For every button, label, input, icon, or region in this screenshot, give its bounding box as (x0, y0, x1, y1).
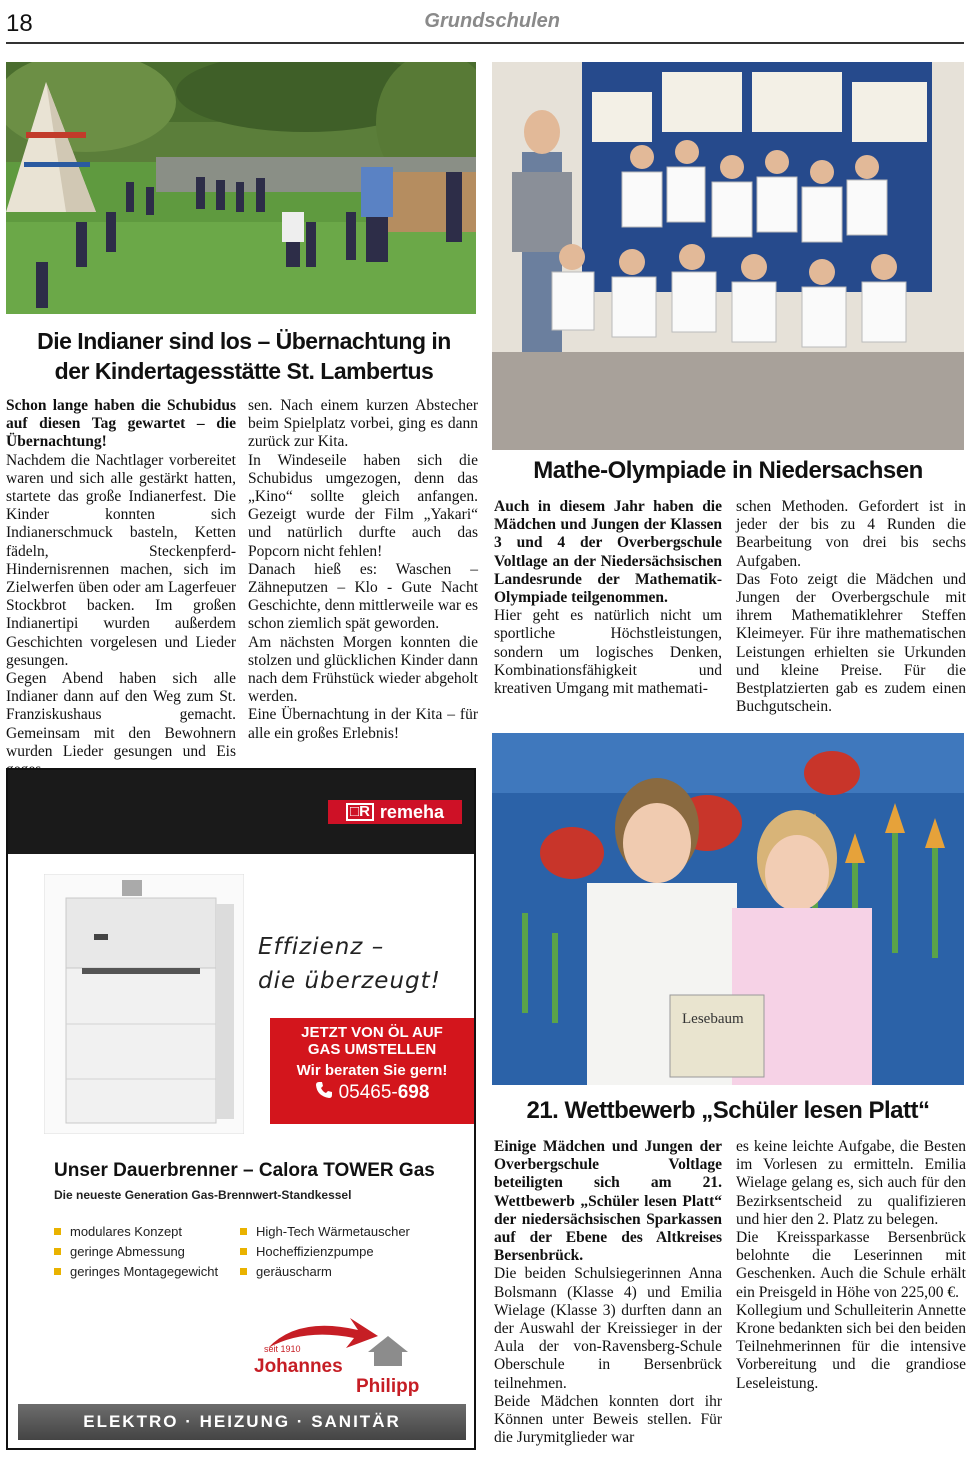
article1-paragraph: Gegen Abend haben sich alle Indianer dann auf den Weg zum St. Franziskushaus gemacht. Gemeinsam mit den Bewohnern wurden Lieder gesungen und Eis (6, 670, 236, 760)
logo-name1: Johannes (254, 1356, 343, 1377)
ad-product-title: Unser Dauerbrenner – Calora TOWER Gas (54, 1160, 435, 1181)
feature-item: Hocheffizienzpumpe (240, 1242, 410, 1262)
ad-features-right (240, 1222, 410, 1282)
feature-item: modulares Konzept (54, 1222, 218, 1242)
ad-product-subtitle: Die neueste Generation Gas-Brennwert-Standkessel (54, 1188, 352, 1202)
article2-lead: Auch in diesem Jahr haben die Mädchen und Jungen der Klassen 3 und 4 der Overbergschule Voltlage an der Niedersächsischen Landesrunde der Mathematik-Olympiade teilgenommen. (494, 498, 722, 607)
feature-item: geringe Abmessung (54, 1242, 218, 1262)
feature-item: geringes Montagegewicht (54, 1262, 218, 1282)
article1-col2 (248, 397, 478, 743)
article1-paragraph: In Windeseile haben sich die Schubidus umgezogen, denn das „Kino“ sollte gleich anfangen. Gezeigt wurde der Film „Yakari“ und natürlich durfte auch das Popcorn nicht fehlen! (248, 451, 478, 560)
page-number: 18 (6, 10, 33, 37)
ad-cta-box (270, 1018, 474, 1124)
article3-paragraph: es keine leichte Aufgabe, die Besten im Vorlesen zu ermitteln. Emilia Wielage gelang es, sich auch für den Bezirksentscheid zu qualifizieren und hier den 2. Platz zu belegen. (736, 1138, 966, 1228)
photo-lesen-platt (492, 733, 964, 1085)
article3-col2 (736, 1138, 966, 1393)
article3-paragraph: Die Kreissparkasse Bersenbrück belohnte die Leserinnen mit Geschenken. Auch die Schule erhält ein Preisgeld in Höhe von 225,00 €. (736, 1229, 966, 1301)
photo-indianerfest (6, 62, 476, 314)
article3-headline: 21. Wettbewerb „Schüler lesen Platt“ (526, 1097, 930, 1124)
phone-icon (315, 1081, 333, 1105)
article2-headline: Mathe-Olympiade in Niedersachsen (533, 457, 923, 484)
article1-paragraph: Nachdem die Nachtlager vorbereitet waren und sich alle gestärkt hatten, startete das große Indianerfest. Die Kinder konnten sich Indianerschmuck basteln, Ketten fädeln, Steckenpferd- Hindernisrennen machen, sich im Zielwerfen üben oder am Lagerfeuer Stockbrot backen. Im großen Indianertipi wurden außerdem Geschichten vorgelesen und Lieder gesungen. (6, 451, 236, 669)
article1-paragraph: Danach hieß es: Waschen – Zähneputzen – Klo - Gute Nacht Geschichte, denn mittlerweile war es schon ziemlich spät geworden. (248, 560, 478, 633)
logo-since: seit 1910 (264, 1344, 301, 1354)
page-header (0, 0, 970, 48)
ad-cta-line2: GAS UMSTELLEN (307, 1041, 437, 1058)
header-rule (6, 42, 964, 44)
feature-item: geräuscharm (240, 1262, 410, 1282)
article3-paragraph: Beide Mädchen konnten dort ihr Können unter Beweis stellen. Für die Jurymitglieder war (494, 1392, 722, 1447)
ad-features-left (54, 1222, 218, 1282)
article1-headline (6, 326, 482, 386)
book-title: Lesebaum (682, 1011, 744, 1027)
article1-lead: Schon lange haben die Schubidus auf diesen Tag gewartet – die Übernachtung! (6, 397, 236, 451)
article2-paragraph: Hier geht es natürlich nicht um sportliche Höchstleistungen, sondern um logisches Denken, Kombinationsfähigkeit und kreativen Umgang mit mathemati- (494, 607, 722, 698)
article1-paragraph: Am nächsten Morgen konnten die stolzen und glücklichen Kinder dann nach dem Frühstück wieder abgeholt werden. (248, 633, 478, 706)
johannes-philipp-logo (238, 1308, 438, 1398)
article3-lead: Einige Mädchen und Jungen der Overbergschule Voltlage beteiligten sich am 21. Wettbewerb „Schüler lesen Platt“ der niedersächsischen Sparkassen auf der Ebene des Altkreises Bersenbrück. (494, 1138, 722, 1265)
article3-paragraph: Die beiden Schulsiegerinnen Anna Bolsmann (Klasse 4) und Emilia Wielage (Klasse 3) durften dann an der Auswahl der Kreissieger in der Aula der von-Ravensberg-Schule Oberschule in Bersenbrück teilnehmen. (494, 1265, 722, 1392)
boiler-image (44, 874, 244, 1134)
article2-paragraph: Das Foto zeigt die Mädchen und Jungen der Overbergschule mit ihrem Mathematiklehrer Steffen Kleimeyer. Für ihre mathematischen Leistungen erhielten sie Urkunden und kleine Preise. Für die Bestplatzierten gab es zudem einen Buchgutschein. (736, 570, 966, 716)
article2-paragraph: schen Methoden. Gefordert ist in jeder der bis zu 4 Runden die Bearbeitung von drei bis sechs Aufgaben. (736, 498, 966, 570)
photo-mathe-olympiade (492, 62, 964, 450)
remeha-brand: remeha (379, 801, 444, 822)
ad-phone[interactable] (270, 1081, 474, 1105)
feature-item: High-Tech Wärmetauscher (240, 1222, 410, 1242)
ad-slogan-line2: die überzeugt! (258, 968, 441, 994)
ad-cta-line1: JETZT VON ÖL AUF (301, 1024, 443, 1041)
ad-bottom-bar: ELEKTRO · HEIZUNG · SANITÄR (18, 1404, 466, 1440)
article1-headline-line2: der Kindertagesstätte St. Lambertus (54, 358, 434, 384)
article1-paragraph: sen. Nach einem kurzen Abstecher beim Spielplatz vorbei, ging es dann zurück zur Kita. (248, 397, 478, 451)
article1-headline-line1: Die Indianer sind los – Übernachtung in (37, 328, 451, 354)
article3-paragraph: Kollegium und Schulleiterin Annette Krone bedankten sich bei den beiden Teilnehmerinnen für die intensive Vorbereitung und die grandiose Leseleistung. (736, 1301, 966, 1392)
ad-top-band (8, 770, 474, 854)
ad-slogan-line1: Effizienz – (258, 934, 385, 960)
article1-col1 (6, 397, 236, 779)
logo-name2: Philipp (356, 1376, 420, 1397)
ad-cta-line3: Wir beraten Sie gern! (296, 1062, 448, 1079)
article2-col2 (736, 498, 966, 716)
section-title: Grundschulen (424, 10, 560, 32)
article1-paragraph: Eine Übernachtung in der Kita – für alle ein großes Erlebnis! (248, 706, 478, 742)
ad-phone-prefix: 05465- (338, 1082, 398, 1103)
article2-col1 (494, 498, 722, 698)
remeha-logo (328, 800, 462, 824)
remeha-mark-icon: □R (346, 803, 374, 821)
advertisement (6, 768, 476, 1450)
ad-slogan (258, 930, 441, 998)
ad-phone-suffix: 698 (397, 1082, 430, 1103)
article3-col1 (494, 1138, 722, 1447)
